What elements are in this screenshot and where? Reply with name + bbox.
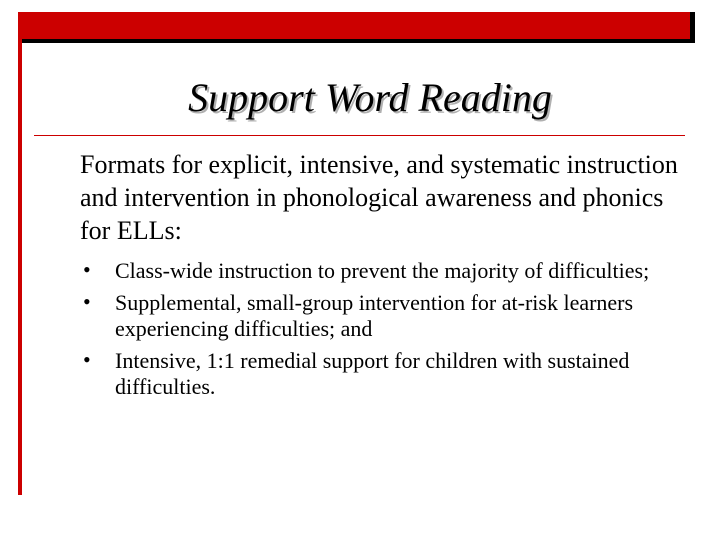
bullet-text: Supplemental, small-group intervention for at-risk learners experiencing difficulties; and — [115, 290, 634, 341]
intro-paragraph: Formats for explicit, intensive, and systematic instruction and intervention in phonological awareness and phonics for ELLs: — [80, 150, 678, 245]
bullet-item — [80, 348, 700, 400]
bullet-item — [80, 258, 700, 284]
bullet-icon: • — [83, 289, 91, 314]
top-accent-bar — [18, 12, 690, 39]
slide-title: Support Word Reading — [188, 75, 552, 120]
bullet-item — [80, 290, 700, 342]
title-divider — [34, 135, 685, 136]
top-bar-shadow — [22, 39, 690, 43]
bullet-list — [80, 258, 700, 406]
right-bar-shadow — [690, 12, 695, 43]
bullet-icon: • — [83, 257, 91, 282]
bullet-text: Intensive, 1:1 remedial support for children with sustained difficulties. — [115, 348, 630, 399]
bullet-icon: • — [83, 347, 91, 372]
bullet-text: Class-wide instruction to prevent the majority of difficulties; — [115, 258, 650, 283]
